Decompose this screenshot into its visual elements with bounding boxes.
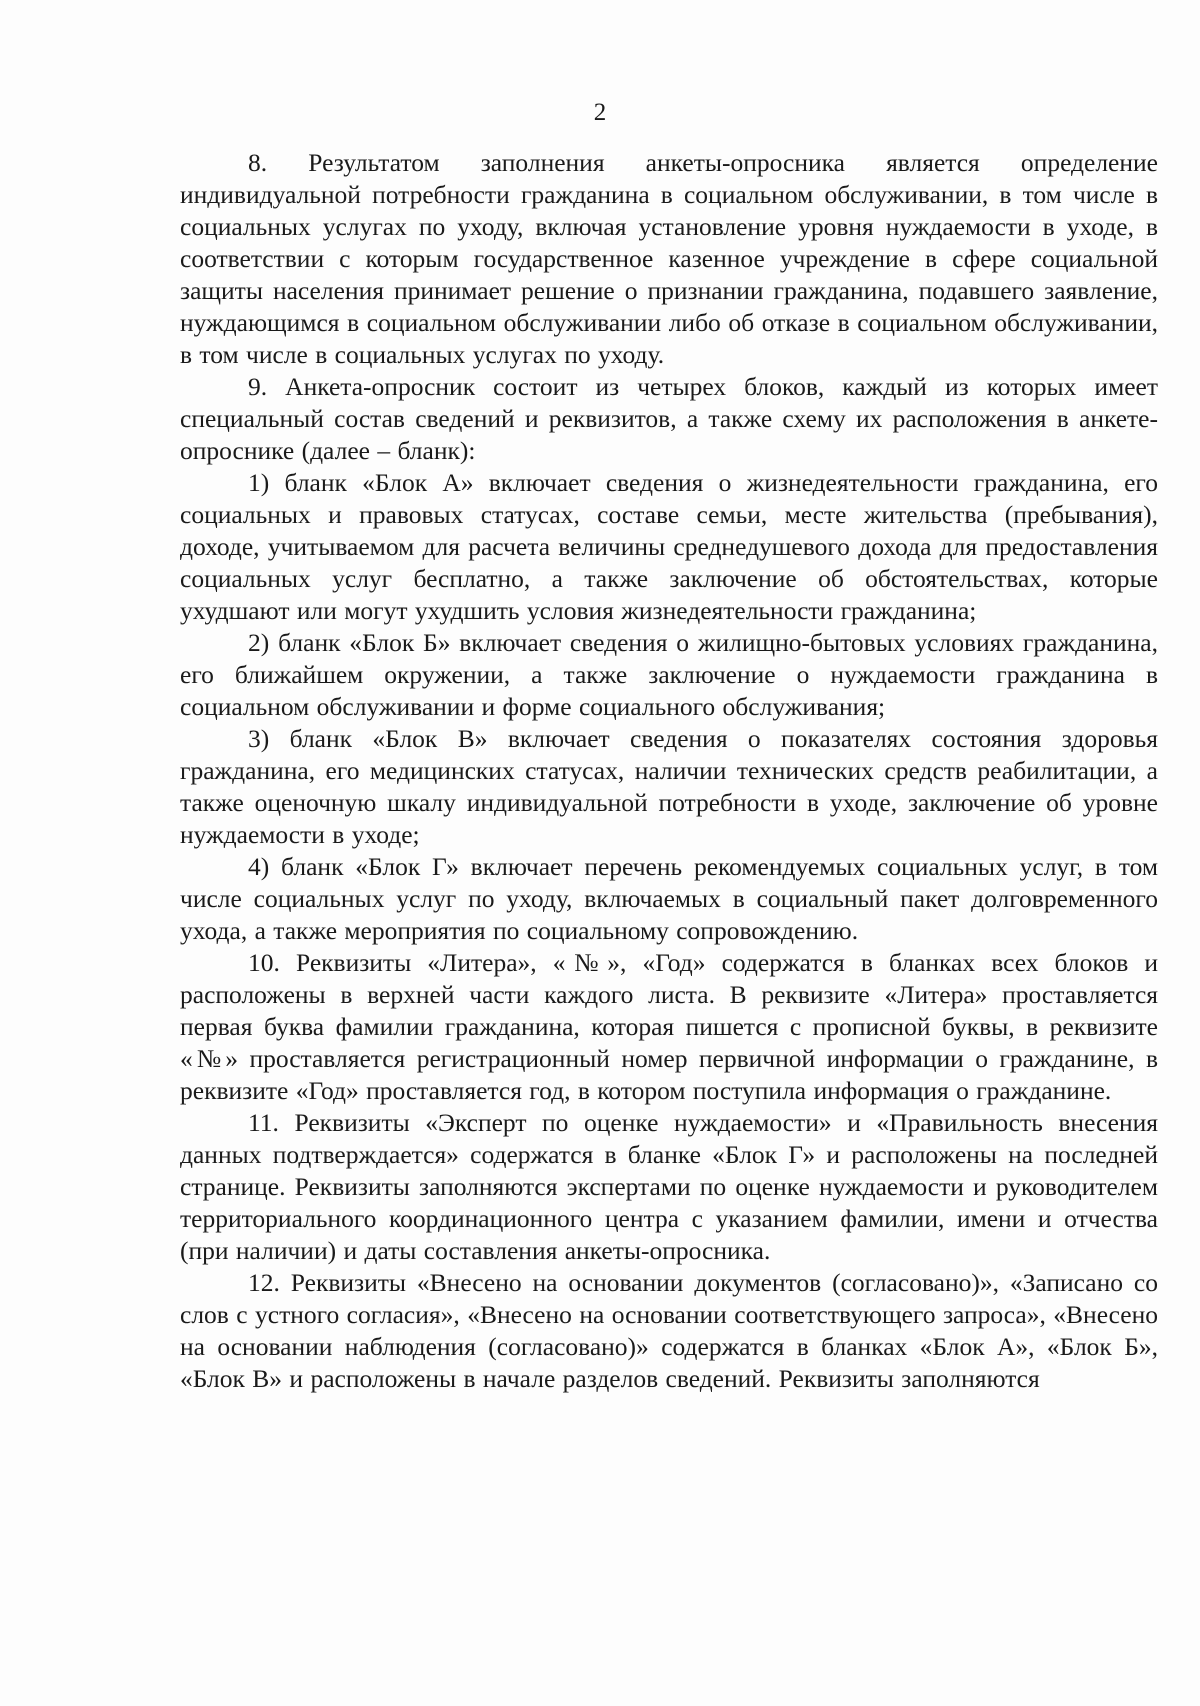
document-body — [180, 147, 1158, 1395]
paragraph-9-item-1: 1) бланк «Блок А» включает сведения о жизнедеятельности гражданина, его социальных и правовых статусах, составе семьи, месте жительства (пребывания), доходе, учитываемом для расчета величины среднедушевого дохода для предоставления социальных услуг бесплатно, а также заключение об обстоятельствах, которые ухудшают или могут ухудшить условия жизнедеятельности гражданина; — [180, 468, 1158, 625]
paragraph-9-item-2: 2) бланк «Блок Б» включает сведения о жилищно-бытовых условиях гражданина, его ближайшем окружении, а также заключение о нуждаемости гражданина в социальном обслуживании и форме социального обслуживания; — [180, 628, 1158, 721]
paragraph-11: 11. Реквизиты «Эксперт по оценке нуждаемости» и «Правильность внесения данных подтверждается» содержатся в бланке «Блок Г» и расположены на последней странице. Реквизиты заполняются экспертами по оценке нуждаемости и руководителем территориального координационного центра с указанием фамилии, имени и отчества (при наличии) и даты составления анкеты-опросника. — [180, 1108, 1158, 1265]
page-number: 2 — [593, 99, 607, 126]
paragraph-10: 10. Реквизиты «Литера», «№», «Год» содержатся в бланках всех блоков и расположены в верхней части каждого листа. В реквизите «Литера» проставляется первая буква фамилии гражданина, которая пишется с прописной буквы, в реквизите «№» проставляется регистрационный номер первичной информации о гражданине, в реквизите «Год» проставляется год, в котором поступила информация о гражданине. — [180, 948, 1158, 1105]
paragraph-9: 9. Анкета-опросник состоит из четырех блоков, каждый из которых имеет специальный состав сведений и реквизитов, а также схему их расположения в анкете-опроснике (далее – бланк): — [180, 372, 1158, 465]
paragraph-9-item-3: 3) бланк «Блок В» включает сведения о показателях состояния здоровья гражданина, его медицинских статусах, наличии технических средств реабилитации, а также оценочную шкалу индивидуальной потребности в уходе, заключение об уровне нуждаемости в уходе; — [180, 724, 1158, 849]
paragraph-8: 8. Результатом заполнения анкеты-опросника является определение индивидуальной потребности гражданина в социальном обслуживании, в том числе в социальных услугах по уходу, включая установление уровня нуждаемости в уходе, в соответствии с которым государственное казенное учреждение в сфере социальной защиты населения принимает решение о признании гражданина, подавшего заявление, нуждающимся в социальном обслуживании либо об отказе в социальном обслуживании, в том числе в социальных услугах по уходу. — [180, 148, 1158, 369]
paragraph-9-item-4: 4) бланк «Блок Г» включает перечень рекомендуемых социальных услуг, в том числе социальных услуг по уходу, включаемых в социальный пакет долговременного ухода, а также мероприятия по социальному сопровождению. — [180, 852, 1158, 945]
paragraph-12: 12. Реквизиты «Внесено на основании документов (согласовано)», «Записано со слов с устного согласия», «Внесено на основании соответствующего запроса», «Внесено на основании наблюдения (согласовано)» содержатся в бланках «Блок А», «Блок Б», «Блок В» и расположены в начале разделов сведений. Реквизиты заполняются — [180, 1268, 1158, 1393]
